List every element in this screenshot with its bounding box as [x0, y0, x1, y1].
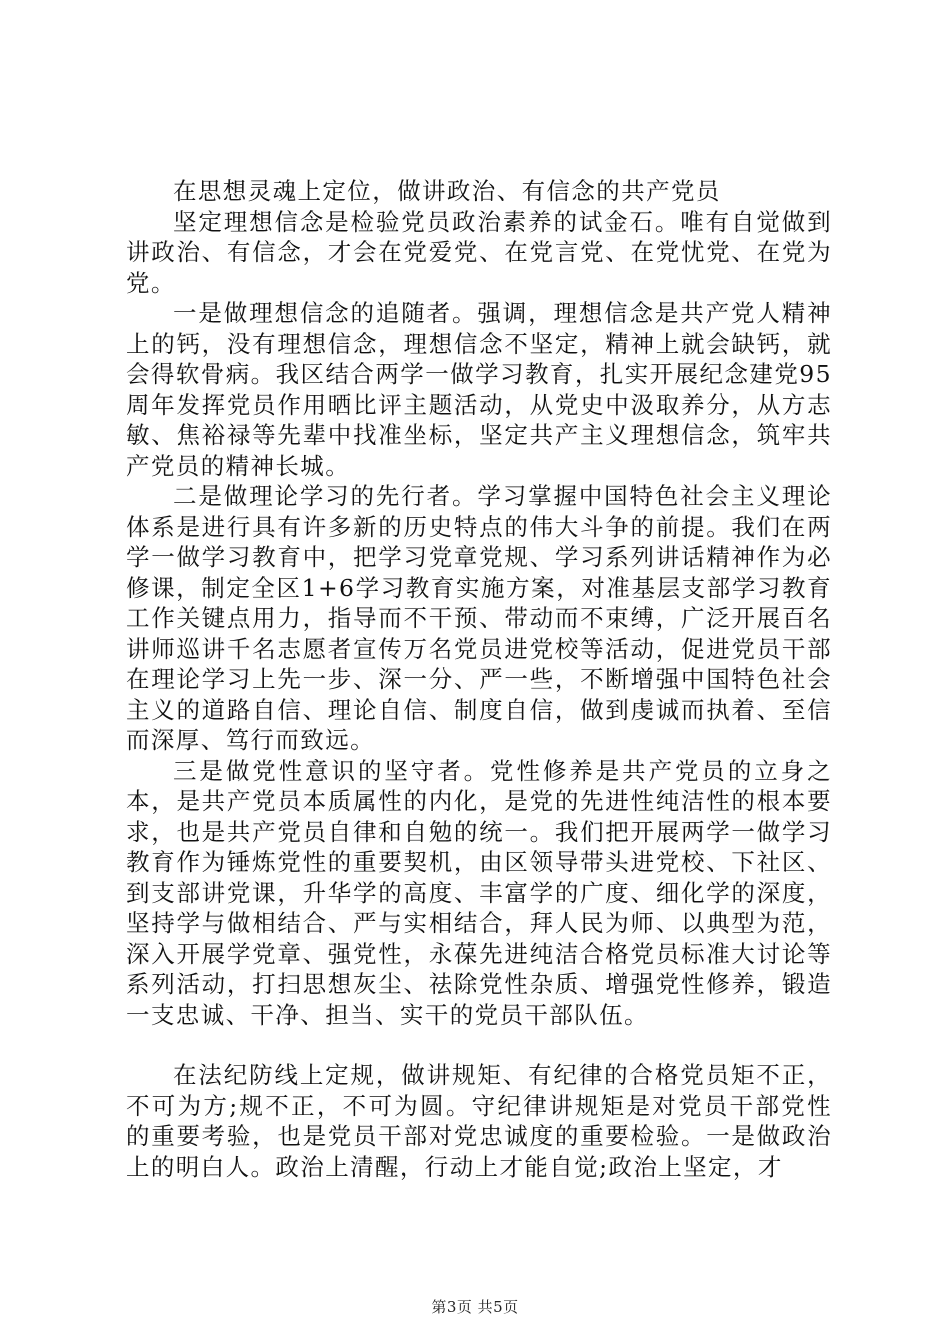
paragraph-point-2: 二是做理论学习的先行者。学习掌握中国特色社会主义理论体系是进行具有许多新的历史特点的伟大斗争的前提。我们在两学一做学习教育中，把学习党章党规、学习系列讲话精神作为必修课，制定全区1+6学习教育实施方案，对准基层支部学习教育工作关键点用力，指导而不干预、带动而不束缚，广泛开展百名讲师巡讲千名志愿者宣传万名党员进党校等活动，促进党员干部在理论学习上先一步、深一分、严一些，不断增强中国特色社会主义的道路自信、理论自信、制度自信，做到虔诚而执着、至信而深厚、笃行而致远。: [126, 482, 832, 754]
section-heading-1: 在思想灵魂上定位，做讲政治、有信念的共产党员: [173, 177, 721, 205]
paragraph-intro: 坚定理想信念是检验党员政治素养的试金石。唯有自觉做到讲政治、有信念，才会在党爱党、在党言党、在党忧党、在党为党。: [126, 207, 832, 297]
paragraph-spacer: [126, 1030, 832, 1060]
document-body: [126, 176, 832, 1182]
paragraph-point-1: 一是做理想信念的追随者。强调，理想信念是共产党人精神上的钙，没有理想信念，理想信念不坚定，精神上就会缺钙，就会得软骨病。我区结合两学一做学习教育，扎实开展纪念建党95周年发挥党员作用晒比评主题活动，从党史中汲取养分，从方志敏、焦裕禄等先辈中找准坐标，坚定共产主义理想信念，筑牢共产党员的精神长城。: [126, 299, 832, 480]
paragraph-section-2: 在法纪防线上定规，做讲规矩、有纪律的合格党员矩不正，不可为方;规不正，不可为圆。守纪律讲规矩是对党员干部党性的重要考验，也是党员干部对党忠诚度的重要检验。一是做政治上的明白人。政治上清醒，行动上才能自觉;政治上坚定，才: [126, 1061, 832, 1181]
paragraph-point-3: 三是做党性意识的坚守者。党性修养是共产党员的立身之本，是共产党员本质属性的内化，是党的先进性纯洁性的根本要求，也是共产党员自律和自勉的统一。我们把开展两学一做学习教育作为锤炼党性的重要契机，由区领导带头进党校、下社区、到支部讲党课，升华学的高度、丰富学的广度、细化学的深度，坚持学与做相结合、严与实相结合，拜人民为师、以典型为范，深入开展学党章、强党性，永葆先进纯洁合格党员标准大讨论等系列活动，打扫思想灰尘、祛除党性杂质、增强党性修养，锻造一支忠诚、干净、担当、实干的党员干部队伍。: [126, 756, 832, 1029]
page-number-footer: 第3页 共5页: [431, 1298, 519, 1316]
